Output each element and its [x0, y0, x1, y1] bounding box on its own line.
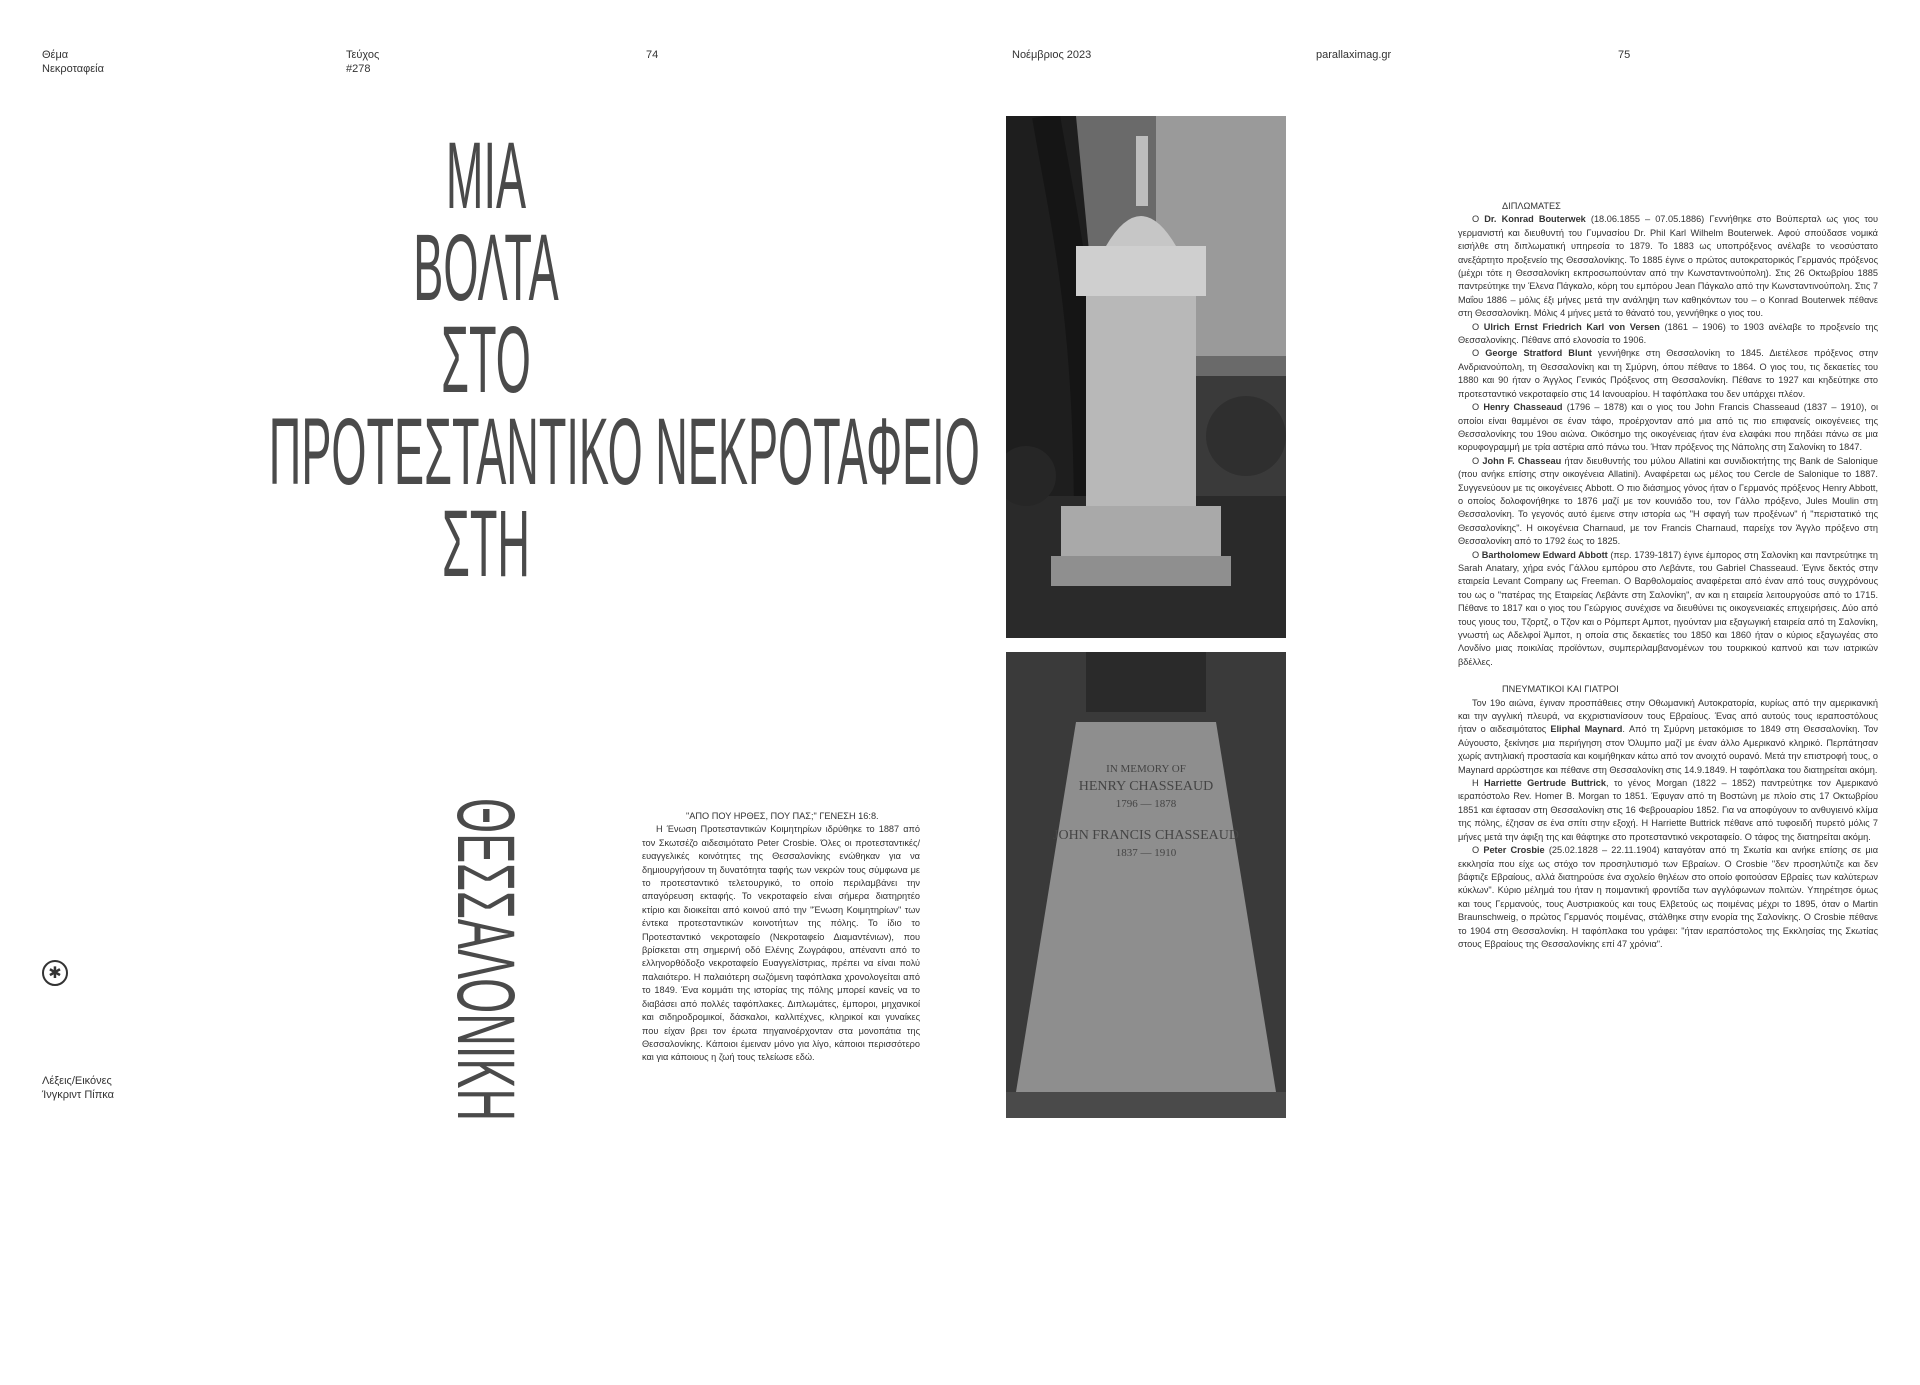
- person-name: Eliphal Maynard: [1550, 724, 1623, 735]
- paragraph-text: (1796 – 1878) και ο γιος του John Francis Chasseaud (1837 – 1910), οι οποίοι είναι θαμμένοι σε έναν τάφο, προέρχονταν από μια από τις πιο επιφανείς οικογένειες της Θεσσαλονίκης του 19ου αιώνα. Οικόσημο της οικογένειας ήταν ένα ελαφάκι που πηδάει πάνω σε μια κορυφογραμμή με τρία αστέρια από πάνω του. Ήταν πρόξενος της Νάπολης στη Σαλονίκη το 1847.: [1458, 402, 1878, 453]
- person-name: Henry Chasseaud: [1483, 402, 1563, 413]
- title-line-4: ΠΡΟΤΕΣΤΑΝΤΙΚΟ ΝΕΚΡΟΤΑΦΕΙΟ: [268, 400, 980, 505]
- clergy-section: [1458, 697, 1878, 952]
- page-number-left: 74: [646, 49, 659, 61]
- person-name: Dr. Konrad Bouterwek: [1484, 214, 1586, 225]
- inscription-line-3: 1796 — 1878: [1115, 797, 1177, 810]
- photo-gravestone-drawing: [1006, 652, 1286, 1118]
- right-column: [1458, 200, 1878, 951]
- paragraph-text: (25.02.1828 – 22.11.1904) καταγόταν από τη Σκωτία και ανήκε επίσης σε μια εκκλησία που είχε ως στόχο τον προσηλυτισμό των Εβραίων. Ο Crosbie "δεν προσηλύτιζε και δεν βάφτιζε Εβραίους, αλλά διατηρούσε ένα σχολείο θηλέων στο οποίο φοιτούσαν Εβραίες των καλύτερων κύκλων". Κύριο μέλημά του ήταν η ποιμαντική φροντίδα των αγγλόφωνων πολιτών. Υπηρέτησε όμως και τους Γερμανούς, τους Αυστριακούς και τους Ελβετούς ως ποιμένας μέχρι το 1895, όταν ο Martin Braunschweig, ο πρώτος Γερμανός ποιμένας, στάλθηκε στην ενορία της Σαλονίκης. Ο Crosbie πέθανε το 1904 στη Θεσσαλονίκη. Η ταφόπλακα του γράφει: "ήταν ιεραπόστολος της Εκκλησίας της Σκωτίας στους Εβραίους της Θεσσαλονίκης επί 47 χρόνια".: [1458, 845, 1878, 949]
- paragraph-text: (1861 – 1906) το 1903 ανέλαβε το προξενείο της Θεσσαλονίκης. Πέθανε από ελονοσία το 1906.: [1458, 321, 1879, 346]
- article-title: [91, 124, 980, 597]
- paragraph: [1458, 697, 1878, 777]
- person-name: Ulrich Ernst Friedrich Karl von Versen: [1483, 321, 1660, 332]
- paragraph-text: γεννήθηκε στη Θεσσαλονίκη το 1845. Διετέλεσε πρόξενος στην Ανδριανούπολη, τη Θεσσαλονίκη και τη Σμύρνη, όπου πέθανε το 1864. Ο γιος του, τις δεκαετίες του 1880 και 90 ήταν ο Άγγλος Γενικός Πρόξενος στη Θεσσαλονίκη. Πέθανε το 1927 και κηδεύτηκε στο προτεσταντικό νεκροταφείο στις 14 Ιανουαρίου. Η ταφόπλακα του δεν υπάρχει πλέον.: [1458, 348, 1878, 399]
- paragraph: Ο Ulrich Ernst Friedrich Karl von Versen (1861 – 1906) το 1903 ανέλαβε το προξενείο της Θεσσαλονίκης. Πέθανε από ελονοσία το 1906.: [1458, 321, 1879, 346]
- intro-column: [642, 810, 920, 1065]
- intro-body: Η Ένωση Προτεσταντικών Κοιμητηρίων ιδρύθηκε το 1887 από τον Σκωτσέζο αιδεσιμότατο Peter Crosbie. Όλες οι προτεσταντικές/ευαγγελικές κοινότητες της Θεσσαλονίκης ενώθηκαν για να δημιουργήσουν τη δυνατότητα ταφής των νεκρών τους σύμφωνα με το προτεσταντικό τελετουργικό, το οποίο περιλαμβάνει την απαγόρευση εκταφής. Το νεκροταφείο είναι σήμερα διατηρητέο κτίριο και διοικείται από κοινού από την "Ένωση Κοιμητηρίων" των έντεκα προτεσταντικών κοινοτήτων της πόλης. Το ίδιο το Προτεσταντικό νεκροταφείο (Νεκροταφείο Διαμαντένιων), που βρίσκεται στη σημερινή οδό Ελένης Ζωγράφου, απέναντι από το ελληνορθόδοξο νεκροταφείο Ευαγγελίστριας, πρέπει να είναι πολύ παλαιότερο. Η παλαιότερη σωζόμενη ταφόπλακα χρονολογείται από το 1849. Ένα κομμάτι της ιστορίας της πόλης μπορεί κανείς να το διαβάσει από πολλές ταφόπλακες. Διπλωμάτες, έμποροι, μηχανικοί και σιδηροδρομικοί, δάσκαλοι, καλλιτέχνες, κληρικοί και γυναίκες που είχαν βρει τον έρωτα πηγαινοέρχονταν στα μονοπάτια της Θεσσαλονίκης. Κάποιοι έμειναν μόνο για λίγο, κάποιοι περισσότερο και για κάποιους η ζωή τους τελείωσε εδώ.: [642, 824, 920, 1063]
- paragraph: Ο George Stratford Blunt γεννήθηκε στη Θεσσαλονίκη το 1845. Διετέλεσε πρόξενος στην Ανδριανούπολη, τη Θεσσαλονίκη και τη Σμύρνη, όπου πέθανε το 1864. Ο γιος του, τις δεκαετίες του 1880 και 90 ήταν ο Άγγλος Γενικός Πρόξενος στη Θεσσαλονίκη. Πέθανε το 1927 και κηδεύτηκε στο προτεσταντικό νεκροταφείο στις 14 Ιανουαρίου. Η ταφόπλακα του δεν υπάρχει πλέον.: [1458, 348, 1878, 399]
- issue-meta: [346, 48, 379, 76]
- title-line-3: ΣΤΟ: [441, 308, 531, 413]
- inscription-line-4: JOHN FRANCIS CHASSEAUD: [1053, 828, 1239, 844]
- topic-value: Νεκροταφεία: [42, 63, 104, 75]
- issue-value: #278: [346, 63, 371, 75]
- diplomats-section: [1458, 213, 1878, 669]
- inscription-line-5: 1837 — 1910: [1115, 846, 1177, 859]
- credits-label: Λέξεις/Εικόνες: [42, 1075, 112, 1087]
- paragraph-text: (περ. 1739-1817) έγινε έμπορος στη Σαλονίκη και παντρεύτηκε τη Sarah Anatary, χήρα ενός Γάλλου εμπόρου στο Λεβάντε, του Gabriel Chasseaud. Έγινε δεκτός στην εταιρεία Levant Company ως Freeman. Ο Βαρθολομαίος αναφέρεται από έναν από τους συγχρόνους του ως ο "πατέρας της Εταιρείας Λεβάντε στη Σαλονίκη", αν και η εταιρεία λειτουργούσε από το 1715. Πέθανε το 1817 και ο γιος του Γεώργιος συνέχισε να διευθύνει τις οικογενειακές επιχειρήσεις. Δύο από τους γιους του, Τζορτζ, ο Τζον και ο Ρόμπερτ Αμποτ, ηγούνταν μια εξαγωγική εταιρεία από τη Σαλονίκη, γνωστή ως Αδελφοί Άμποτ, η οποία στις δεκαετίες του 1850 και 1860 ήταν ο κύριος εξαγωγέας στο Λονδίνο μιας ποικιλίας προϊόντων, συμπεριλαμβανομένων του τουρκικού καπνού και των ιατρικών βδέλλες.: [1458, 549, 1879, 667]
- page-number-right: 75: [1618, 49, 1631, 61]
- paragraph-text: ήταν διευθυντής του μύλου Allatini και συνιδιοκτήτης της Bank de Salonique (που ανήκε επίσης στην οικογένεια Allatini). Αναφέρεται ως μέλος του Cercle de Salonique το 1887. Συγγενεύουν με τις οικογένειες Abbott. Ο πιο διάσημος γόνος ήταν ο Γερμανός πρόξενος Henry Abbott, ο οποίος δολοφονήθηκε το 1876 μαζί με τον κουνιάδο του, τον Γάλλο πρόξενο, Jules Moulin στη Θεσσαλονίκη. Το γεγονός αυτό έμεινε στην ιστορία ως "Η σφαγή των προξένων" ή "περιστατικό της Θεσσαλονίκης". Η οικογένεια Charnaud, με τον Francis Charnaud, παρείχε τον Άγγλο πρόξενο στη Θεσσαλονίκη από το 1792 έως το 1825.: [1458, 455, 1878, 547]
- paragraph: Ο Bartholomew Edward Abbott (περ. 1739-1817) έγινε έμπορος στη Σαλονίκη και παντρεύτηκε τη Sarah Anatary, χήρα ενός Γάλλου εμπόρου στο Λεβάντε, του Gabriel Chasseaud. Έγινε δεκτός στην εταιρεία Levant Company ως Freeman. Ο Βαρθολομαίος αναφέρεται από έναν από τους συγχρόνους του ως ο "πατέρας της Εταιρείας Λεβάντε στη Σαλονίκη", αν και η εταιρεία λειτουργούσε από το 1715. Πέθανε το 1817 και ο γιος του Γεώργιος συνέχισε να διευθύνει τις οικογενειακές επιχειρήσεις. Δύο από τους γιους του, Τζορτζ, ο Τζον και ο Ρόμπερτ Αμποτ, ηγούνταν μια εξαγωγική εταιρεία από τη Σαλονίκη, γνωστή ως Αδελφοί Άμποτ, η οποία στις δεκαετίες του 1850 και 1860 ήταν ο κύριος εξαγωγέας στο Λονδίνο μιας ποικιλίας προϊόντων, συμπεριλαμβανομένων του τουρκικού καπνού και των ιατρικών βδέλλες.: [1458, 549, 1879, 667]
- site-url: parallaximag.gr: [1316, 49, 1392, 61]
- asterisk-circle-icon: ✱: [42, 960, 68, 986]
- heading-clergy: ΠΝΕΥΜΑΤΙΚΟΙ ΚΑΙ ΓΙΑΤΡΟΙ: [1502, 684, 1619, 695]
- credits: [42, 1074, 114, 1102]
- issue-label: Τεύχος: [346, 49, 380, 61]
- person-name: Bartholomew Edward Abbott: [1481, 549, 1608, 560]
- title-vertical: [430, 798, 540, 1385]
- topic-label: Θέμα: [42, 49, 69, 61]
- paragraph-text: . Από τη Σμύρνη μετακόμισε το 1849 στη Θεσσαλονίκη. Τον Αύγουστο, ξεκίνησε μια περιήγηση στον Όλυμπο μαζί με έναν άλλο Αμερικανό κληρικό. Περπάτησαν χωρίς αντηλιακή προστασία και κοιμήθηκαν κάτω από τον ανοιχτό ουρανό. Μετά την επιστροφή τους, ο Maynard αρρώστησε και πέθανε στη Θεσσαλονίκη στις 14.9.1849. Η ταφόπλακα του διατηρείται ακόμη.: [1458, 724, 1878, 775]
- paragraph: Ο Dr. Konrad Bouterwek (18.06.1855 – 07.05.1886) Γεννήθηκε στο Βούπερταλ ως γιος του γερμανιστή και διευθυντή του Γυμνασίου Dr. Phil Karl Wilhelm Bouterwek. Αφού σπούδασε νομικά εισήλθε στη διπλωματική υπηρεσία το 1879. Το 1883 ως υποπρόξενος ανέλαβε το νεοσύστατο ανεξάρτητο προξενείο της Θεσσαλονίκης. Το 1885 έγινε ο πρώτος αυτοκρατορικός Γερμανός πρόξενος (μέχρι τότε η Θεσσαλονίκη εκπροσωπούνταν από την Κωνσταντινούπολη). Στις 26 Οκτωβρίου 1885 παντρεύτηκε την Έλενα Πάγκαλο, κόρη του εμπόρου Jean Πάγκαλο από την Κωνσταντινούπολη. Στις 7 Μαΐου 1886 – μόλις έξι μήνες μετά την ανάληψη των καθηκόντων του – ο Konrad Bouterwek πέθανε στη Θεσσαλονίκη. Μόλις 4 μήνες μετά το θάνατό του, γεννήθηκε ο γιος του.: [1458, 214, 1878, 319]
- paragraph: Ο John F. Chasseau ήταν διευθυντής του μύλου Allatini και συνιδιοκτήτης της Bank de Salonique (που ανήκε επίσης στην οικογένεια Allatini). Αναφέρεται ως μέλος του Cercle de Salonique το 1887. Συγγενεύουν με τις οικογένειες Abbott. Ο πιο διάσημος γόνος ήταν ο Γερμανός πρόξενος Henry Abbott, ο οποίος δολοφονήθηκε το 1876 μαζί με τον κουνιάδο του, τον Γάλλο πρόξενο, Jules Moulin στη Θεσσαλονίκη. Το γεγονός αυτό έμεινε στην ιστορία ως "Η σφαγή των προξένων" ή "περιστατικό της Θεσσαλονίκης". Η οικογένεια Charnaud, με τον Francis Charnaud, παρείχε τον Άγγλο πρόξενο στη Θεσσαλονίκη από το 1792 έως το 1825.: [1458, 455, 1878, 547]
- intro-quote: "ΑΠΟ ΠΟΥ ΗΡΘΕΣ, ΠΟΥ ΠΑΣ;" ΓΕΝΕΣΗ 16:8.: [686, 811, 879, 821]
- person-name: George Stratford Blunt: [1485, 348, 1592, 359]
- gravestone-inscription: [1026, 762, 1266, 861]
- title-vertical-text: ΘΕΣΣΑΛΟΝΙΚΗ: [440, 798, 531, 1122]
- title-line-1: ΜΙΑ: [445, 124, 527, 229]
- paragraph-text: Τον 19ο αιώνα, έγιναν προσπάθειες στην Οθωμανική Αυτοκρατορία, κυρίως από την αμερικανική και την αγγλική πλευρά, να εκχριστιανίσουν τους Εβραίους. Ένας από αυτούς τους ιεραποστόλους ήταν ο αιδεσιμότατος: [1458, 697, 1878, 735]
- topic-meta: [42, 48, 104, 76]
- photo-monument-drawing: [1006, 116, 1286, 638]
- title-line-5: ΣΤΗ: [442, 492, 530, 597]
- person-name: Harriette Gertrude Buttrick: [1484, 778, 1607, 789]
- person-name: John F. Chasseau: [1482, 455, 1562, 466]
- paragraph: Η Harriette Gertrude Buttrick, το γένος Morgan (1822 – 1852) παντρεύτηκε τον Αμερικανό ιεραπόστολο Rev. Homer B. Morgan το 1851. Έφυγαν από τη Βοστώνη με πλοίο στις 17 Οκτωβρίου 1851 και έφτασαν στη Θεσσαλονίκη στις 16 Φεβρουαρίου 1852. Για να αποφύγουν το ανθυγιεινό κλίμα της πόλης, έζησαν σε ένα σπίτι στην εξοχή. Η Harriette Buttrick πέθανε από τυφοειδή πυρετό μόλις 7 μήνες μετά την άφιξη της και θάφτηκε στο προτεσταντικό νεκροταφείο. Ο τάφος της διατηρείται ακόμη.: [1458, 778, 1879, 842]
- person-name: Peter Crosbie: [1483, 845, 1545, 856]
- paragraph-text: , το γένος Morgan (1822 – 1852) παντρεύτηκε τον Αμερικανό ιεραπόστολο Rev. Homer B. Morgan το 1851. Έφυγαν από τη Βοστώνη με πλοίο στις 17 Οκτωβρίου 1851 και έφτασαν στη Θεσσαλονίκη στις 16 Φεβρουαρίου 1852. Για να αποφύγουν το ανθυγιεινό κλίμα της πόλης, έζησαν σε ένα σπίτι στην εξοχή. Η Harriette Buttrick πέθανε από τυφοειδή πυρετό μόλις 7 μήνες μετά την άφιξη της και θάφτηκε στο προτεσταντικό νεκροταφείο. Ο τάφος της διατηρείται ακόμη.: [1458, 778, 1879, 842]
- title-line-2: ΒΟΛΤΑ: [413, 216, 559, 321]
- inscription-line-2: HENRY CHASSEAUD: [1078, 779, 1214, 795]
- paragraph: Ο Henry Chasseaud (1796 – 1878) και ο γιος του John Francis Chasseaud (1837 – 1910), οι οποίοι είναι θαμμένοι σε έναν τάφο, προέρχονταν από μια από τις πιο επιφανείς οικογένειες της Θεσσαλονίκης του 19ου αιώνα. Οικόσημο της οικογένειας ήταν ένα ελαφάκι που πηδάει πάνω σε μια κορυφογραμμή με τρία αστέρια από πάνω του. Ήταν πρόξενος της Νάπολης στη Σαλονίκη το 1847.: [1458, 402, 1878, 453]
- paragraph-text: (18.06.1855 – 07.05.1886) Γεννήθηκε στο Βούπερταλ ως γιος του γερμανιστή και διευθυντή του Γυμνασίου Dr. Phil Karl Wilhelm Bouterwek. Αφού σπούδασε νομικά εισήλθε στη διπλωματική υπηρεσία το 1879. Το 1883 ως υποπρόξενος ανέλαβε το νεοσύστατο ανεξάρτητο προξενείο της Θεσσαλονίκης. Το 1885 έγινε ο πρώτος αυτοκρατορικός Γερμανός πρόξενος (μέχρι τότε η Θεσσαλονίκη εκπροσωπούνταν από την Κωνσταντινούπολη). Στις 26 Οκτωβρίου 1885 παντρεύτηκε την Έλενα Πάγκαλο, κόρη του εμπόρου Jean Πάγκαλο από την Κωνσταντινούπολη. Στις 7 Μαΐου 1886 – μόλις έξι μήνες μετά την ανάληψη των καθηκόντων του – ο Konrad Bouterwek πέθανε στη Θεσσαλονίκη. Μόλις 4 μήνες μετά το θάνατό του, γεννήθηκε ο γιος του.: [1458, 214, 1878, 319]
- title-vertical-wrap: [430, 798, 540, 1122]
- paragraph: Ο Peter Crosbie (25.02.1828 – 22.11.1904) καταγόταν από τη Σκωτία και ανήκε επίσης σε μια εκκλησία που είχε ως στόχο τον προσηλυτισμό των Εβραίων. Ο Crosbie "δεν προσηλύτιζε και δεν βάφτιζε Εβραίους, αλλά διατηρούσε ένα σχολείο θηλέων στο οποίο φοιτούσαν Εβραίες των καλύτερων κύκλων". Κύριο μέλημά του ήταν η ποιμαντική φροντίδα των αγγλόφωνων πολιτών. Υπηρέτησε όμως και τους Γερμανούς, τους Αυστριακούς και τους Ελβετούς ως ποιμένας μέχρι το 1895, όταν ο Martin Braunschweig, ο πρώτος Γερμανός ποιμένας, στάλθηκε στην ενορία της Σαλονίκης. Ο Crosbie πέθανε το 1904 στη Θεσσαλονίκη. Η ταφόπλακα του γράφει: "ήταν ιεραπόστολος της Εκκλησίας της Σκωτίας στους Εβραίους της Θεσσαλονίκης επί 47 χρόνια".: [1458, 845, 1878, 949]
- heading-diplomats: ΔΙΠΛΩΜΑΤΕΣ: [1502, 201, 1561, 211]
- photo-monument: [1006, 116, 1286, 638]
- issue-date: Νοέμβριος 2023: [1012, 49, 1092, 61]
- inscription-line-1: IN MEMORY OF: [1106, 763, 1186, 775]
- photo-gravestone: [1006, 652, 1286, 1118]
- credits-author: Ίνγκριντ Πίπκα: [42, 1089, 115, 1101]
